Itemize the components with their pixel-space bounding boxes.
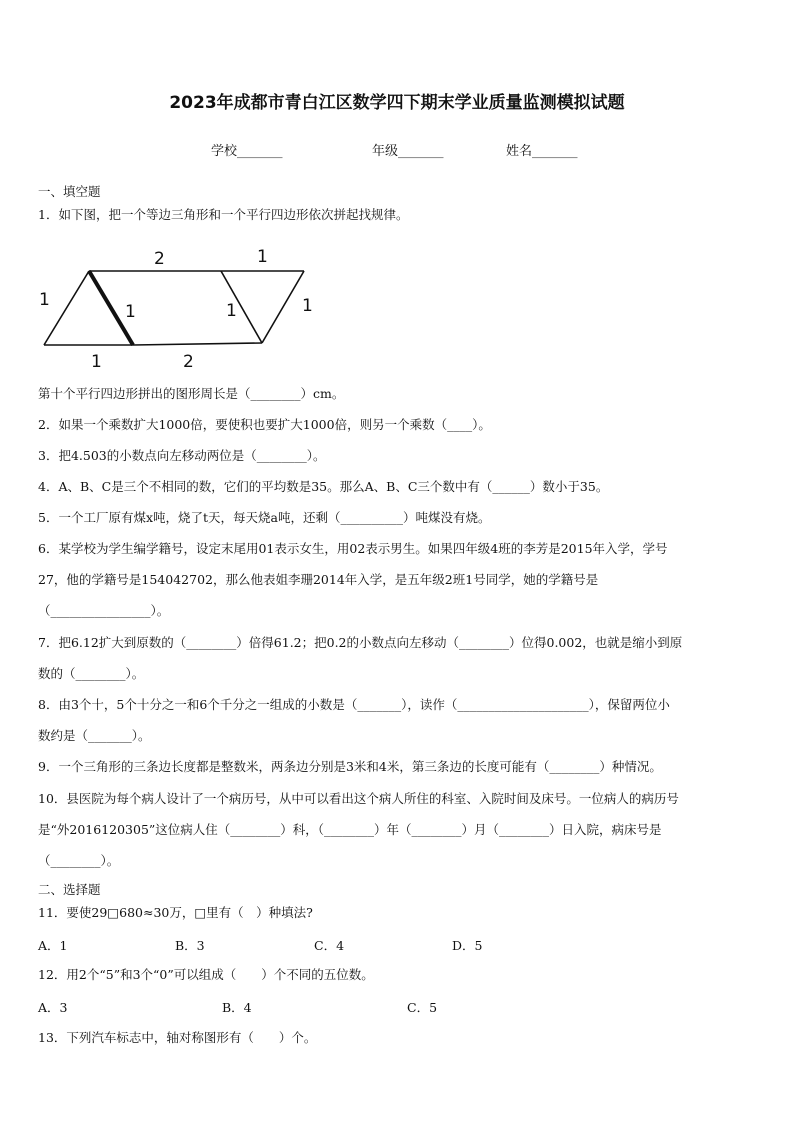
- q12-option-c: C．5: [407, 1000, 438, 1015]
- label-left-side: 1: [39, 290, 50, 310]
- question-10-line3: （________）。: [38, 853, 120, 868]
- q12-option-a: A．3: [38, 1000, 68, 1015]
- question-4: 4．A、B、C是三个不相同的数，它们的平均数是35。那么A、B、C三个数中有（______）数小于35。: [38, 479, 609, 494]
- page-title: 2023年成都市青白江区数学四下期末学业质量监测模拟试题: [169, 93, 625, 113]
- q11-option-a: A．1: [38, 938, 68, 953]
- label-top-left: 2: [154, 249, 165, 269]
- grade-field: 年级_______: [372, 144, 444, 159]
- question-8-line2: 数约是（_______）。: [38, 728, 151, 743]
- bottom-edge-right: [133, 343, 262, 345]
- label-bottom-left: 1: [91, 352, 102, 372]
- question-9: 9．一个三角形的三条边长度都是整数米，两条边分别是3米和4米，第三条边的长度可能有（________）种情况。: [38, 759, 662, 774]
- section-fill-in: 一、填空题: [38, 184, 101, 199]
- question-8-line1: 8．由3个十，5个十分之一和6个千分之一组成的小数是（_______），读作（_____________________），保留两位小: [38, 697, 670, 712]
- question-10-line1: 10．县医院为每个病人设计了一个病历号，从中可以看出这个病人所住的科室、入院时间及床号。一位病人的病历号: [38, 791, 679, 806]
- q11-option-d: D．5: [452, 938, 483, 953]
- q12-option-b: B．4: [222, 1000, 252, 1015]
- school-field: 学校_______: [211, 144, 283, 159]
- triangle-left-edge: [44, 271, 89, 345]
- section-choice: 二、选择题: [38, 882, 101, 897]
- label-right-side: 1: [302, 296, 313, 316]
- question-3: 3．把4.503的小数点向左移动两位是（________）。: [38, 448, 326, 463]
- question-6-line3: （________________）。: [38, 603, 170, 618]
- question-7-line2: 数的（________）。: [38, 666, 145, 681]
- label-diag-left: 1: [226, 301, 237, 321]
- question-6-line2: 27，他的学籍号是154042702，那么他表姐李珊2014年入学，是五年级2班1号同学，她的学籍号是: [38, 572, 599, 587]
- question-11: 11．要使29□680≈30万，□里有（ ）种填法?: [38, 905, 313, 920]
- question-1: 1．如下图，把一个等边三角形和一个平行四边形依次拼起找规律。: [38, 207, 409, 222]
- question-2: 2．如果一个乘数扩大1000倍，要使积也要扩大1000倍，则另一个乘数（____）。: [38, 417, 491, 432]
- label-diag-mid: 1: [125, 302, 136, 322]
- question-7-line1: 7．把6.12扩大到原数的（________）倍得61.2；把0.2的小数点向左移动（________）位得0.002，也就是缩小到原: [38, 635, 683, 650]
- question-10-line2: 是“外2016120305”这位病人住（________）科，（________）年（________）月（________）日入院，病床号是: [38, 822, 662, 837]
- question-13: 13．下列汽车标志中，轴对称图形有（ ）个。: [38, 1030, 317, 1045]
- name-field: 姓名_______: [506, 144, 578, 159]
- shape-figure: [36, 243, 326, 373]
- question-1-tail: 第十个平行四边形拼出的图形周长是（________）cm。: [38, 386, 345, 401]
- label-bottom-right: 2: [183, 352, 194, 372]
- question-12: 12．用2个“5”和3个“0”可以组成（ ）个不同的五位数。: [38, 967, 374, 982]
- question-6-line1: 6．某学校为学生编学籍号，设定末尾用01表示女生，用02表示男生。如果四年级4班的李芳是2015年入学，学号: [38, 541, 668, 556]
- question-5: 5．一个工厂原有煤x吨，烧了t天，每天烧a吨，还剩（__________）吨煤没有烧。: [38, 510, 491, 525]
- q11-option-c: C．4: [314, 938, 345, 953]
- parallelogram-right-edge: [262, 271, 304, 343]
- label-top-right: 1: [257, 247, 268, 267]
- q11-option-b: B．3: [175, 938, 205, 953]
